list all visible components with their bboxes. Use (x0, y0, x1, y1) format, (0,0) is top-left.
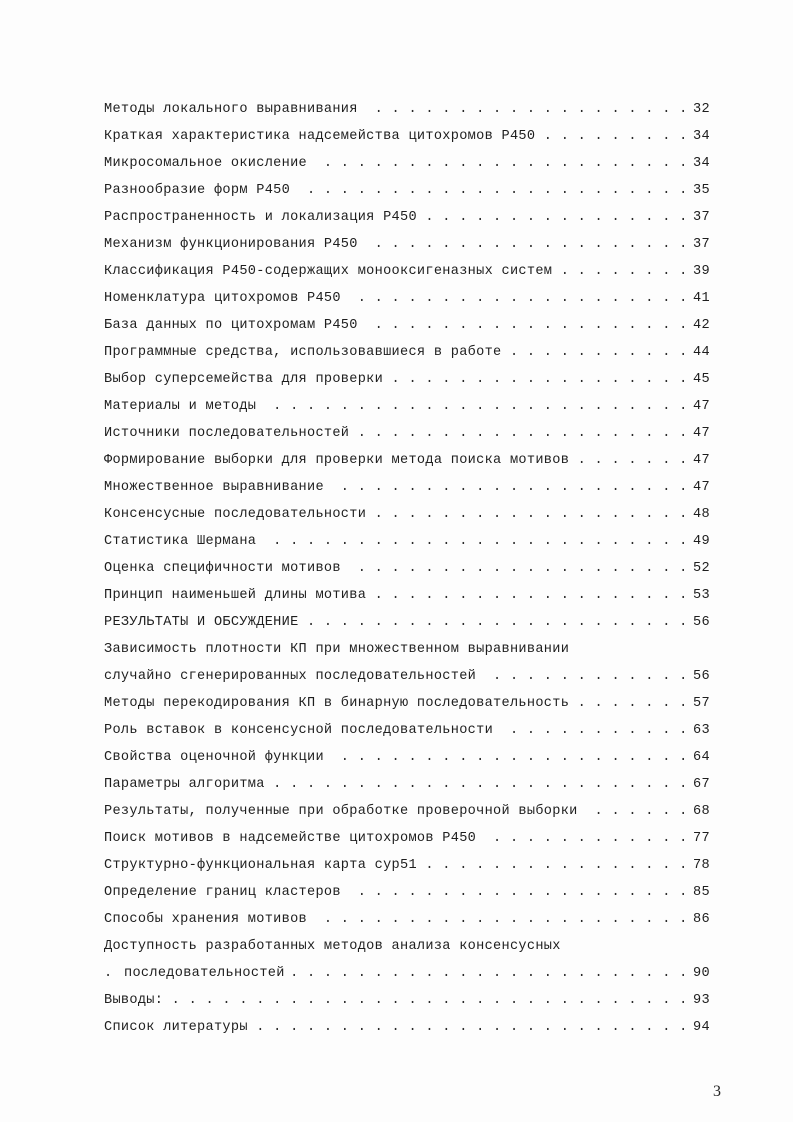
toc-entry-page: 63 (685, 717, 725, 744)
toc-entry (104, 960, 725, 987)
toc-entry-title: Механизм функционирования Р450 (104, 231, 364, 258)
toc-entry-page: 53 (685, 582, 725, 609)
toc-entry-page: 35 (685, 177, 725, 204)
toc-entry-title: Краткая характеристика надсемейства цитохромов Р450 (104, 123, 541, 150)
toc-entry-title: Выводы: (104, 987, 169, 1014)
toc-entry-page: 42 (685, 312, 725, 339)
toc-entry-page: 68 (685, 798, 725, 825)
toc-entry-title: Формирование выборки для проверки метода поиска мотивов (104, 447, 575, 474)
toc-entry-title: Оценка специфичности мотивов (104, 555, 347, 582)
toc-entry (104, 96, 725, 123)
toc-entry-title: Программные средства, использовавшиеся в работе (104, 339, 508, 366)
toc-entry-title: Поиск мотивов в надсемействе цитохромов Р450 (104, 825, 482, 852)
toc-entry-title: Способы хранения мотивов (104, 906, 313, 933)
toc-entry (104, 501, 725, 528)
toc-entry (104, 987, 725, 1014)
toc-entry-title: Зависимость плотности КП при множественном выравнивании (104, 636, 575, 663)
toc-entry-page: 34 (685, 150, 725, 177)
toc-entry (104, 852, 725, 879)
toc-entry-title: Структурно-функциональная карта cyp51 (104, 852, 423, 879)
toc-entry (104, 285, 725, 312)
toc-entry-page: 90 (685, 960, 725, 987)
toc-entry-page: 49 (685, 528, 725, 555)
toc-entry-page: 44 (685, 339, 725, 366)
toc-entry-page: 37 (685, 231, 725, 258)
toc-entry (104, 690, 725, 717)
dot-leader (104, 987, 725, 1014)
table-of-contents (104, 96, 725, 1041)
toc-entry-title: последовательностей (124, 960, 291, 987)
toc-entry-title: Материалы и методы (104, 393, 262, 420)
toc-entry-title: случайно сгенерированных последовательностей (104, 663, 482, 690)
toc-entry (104, 447, 725, 474)
toc-entry (104, 231, 725, 258)
toc-entry-page: 52 (685, 555, 725, 582)
toc-entry (104, 663, 725, 690)
toc-entry (104, 1014, 725, 1041)
toc-entry-title: Роль вставок в консенсусной последовательности (104, 717, 499, 744)
toc-entry (104, 258, 725, 285)
toc-entry (104, 636, 725, 663)
toc-entry-title: Список литературы (104, 1014, 254, 1041)
page-number: 3 (713, 1083, 721, 1100)
toc-entry (104, 204, 725, 231)
toc-entry (104, 825, 725, 852)
toc-entry-page: 94 (685, 1014, 725, 1041)
toc-entry-page: 47 (685, 447, 725, 474)
toc-entry-title: Параметры алгоритма (104, 771, 271, 798)
toc-entry-page: 57 (685, 690, 725, 717)
toc-entry (104, 609, 725, 636)
toc-entry-title: База данных по цитохромам Р450 (104, 312, 364, 339)
toc-entry (104, 123, 725, 150)
toc-entry-title: Микросомальное окисление (104, 150, 313, 177)
toc-entry (104, 555, 725, 582)
toc-entry-page: 67 (685, 771, 725, 798)
toc-entry-title: Принцип наименьшей длины мотива (104, 582, 372, 609)
toc-entry-page: 47 (685, 420, 725, 447)
toc-entry-title: Выбор суперсемейства для проверки (104, 366, 389, 393)
toc-entry (104, 933, 725, 960)
toc-entry (104, 312, 725, 339)
toc-entry-page: 37 (685, 204, 725, 231)
toc-entry-title: Консенсусные последовательности (104, 501, 372, 528)
toc-entry-page: 56 (685, 663, 725, 690)
toc-entry-page: 41 (685, 285, 725, 312)
toc-entry (104, 717, 725, 744)
toc-entry-title: Свойства оценочной функции (104, 744, 330, 771)
toc-entry-title: Результаты, полученные при обработке проверочной выборки (104, 798, 584, 825)
toc-entry-page: 56 (685, 609, 725, 636)
toc-entry (104, 150, 725, 177)
toc-entry-page: 78 (685, 852, 725, 879)
toc-entry-title: Источники последовательностей (104, 420, 355, 447)
toc-entry-page: 32 (685, 96, 725, 123)
toc-entry-page: 64 (685, 744, 725, 771)
toc-entry (104, 582, 725, 609)
toc-entry-title: Номенклатура цитохромов Р450 (104, 285, 347, 312)
toc-entry (104, 393, 725, 420)
toc-entry-page: 93 (685, 987, 725, 1014)
toc-entry (104, 744, 725, 771)
toc-entry (104, 771, 725, 798)
toc-entry (104, 177, 725, 204)
toc-entry-page: 39 (685, 258, 725, 285)
toc-entry-page: 85 (685, 879, 725, 906)
toc-entry (104, 528, 725, 555)
toc-entry-page: 48 (685, 501, 725, 528)
toc-entry (104, 474, 725, 501)
toc-entry-page: 47 (685, 474, 725, 501)
toc-entry-title: Распространенность и локализация Р450 (104, 204, 423, 231)
toc-entry-page: 86 (685, 906, 725, 933)
toc-entry-title: РЕЗУЛЬТАТЫ И ОБСУЖДЕНИЕ (104, 609, 305, 636)
toc-entry-title: Множественное выравнивание (104, 474, 330, 501)
toc-entry-title: Статистика Шермана (104, 528, 262, 555)
toc-entry-title: Разнообразие форм Р450 (104, 177, 296, 204)
toc-entry-page: 77 (685, 825, 725, 852)
toc-entry-title: Определение границ кластеров (104, 879, 347, 906)
toc-entry (104, 339, 725, 366)
toc-entry (104, 879, 725, 906)
toc-entry (104, 420, 725, 447)
toc-entry (104, 798, 725, 825)
toc-entry-title: Методы локального выравнивания (104, 96, 364, 123)
toc-entry-title: Доступность разработанных методов анализа консенсусных (104, 933, 567, 960)
toc-entry-page: 34 (685, 123, 725, 150)
toc-entry (104, 366, 725, 393)
toc-entry-page: 45 (685, 366, 725, 393)
toc-entry-page: 47 (685, 393, 725, 420)
toc-entry (104, 906, 725, 933)
toc-entry-title: Классификация Р450-содержащих монооксигеназных систем (104, 258, 558, 285)
toc-entry-title: Методы перекодирования КП в бинарную последовательность (104, 690, 575, 717)
